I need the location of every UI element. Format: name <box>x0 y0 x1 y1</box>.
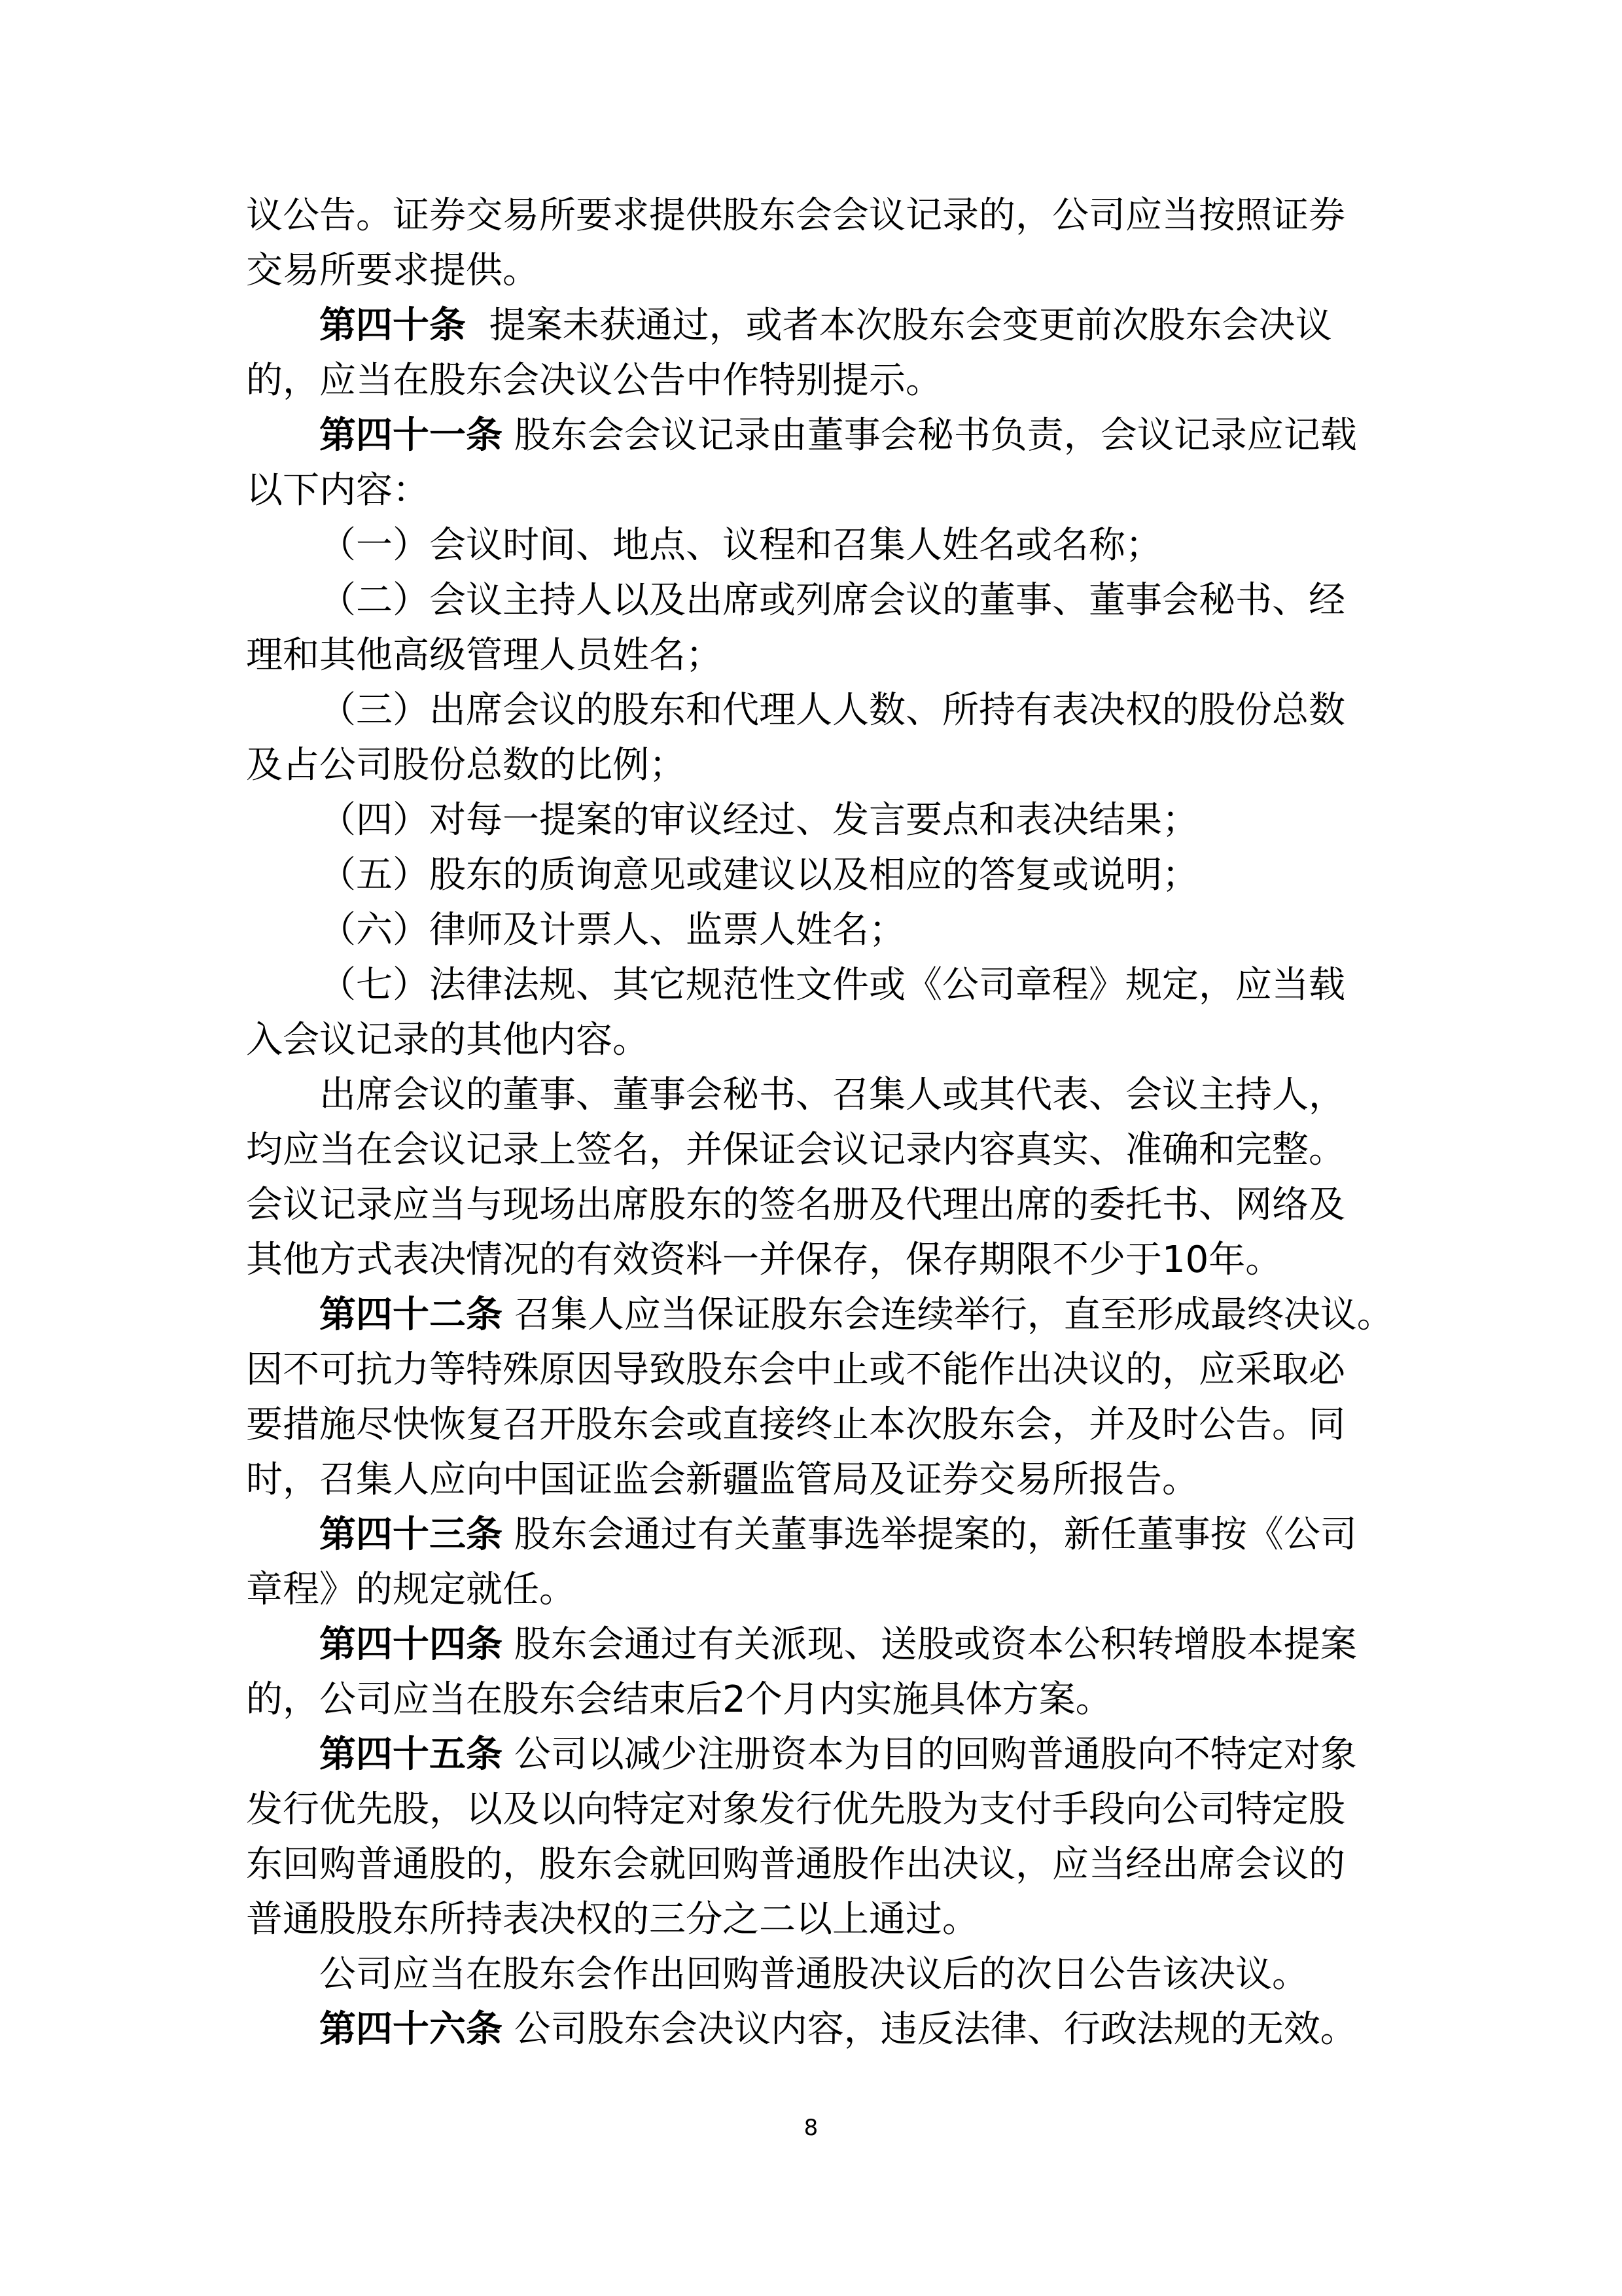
text-line <box>246 188 1398 243</box>
text-line <box>246 848 1398 903</box>
line-text: 均应当在会议记录上签名，并保证会议记录内容真实、准确和完整。 <box>246 1129 1345 1171</box>
text-line <box>246 1947 1398 2002</box>
line-text: 召集人应当保证股东会连续举行，直至形成最终决议。 <box>502 1294 1394 1336</box>
text-line <box>246 243 1398 298</box>
text-line <box>246 958 1398 1013</box>
line-text: 的，应当在股东会决议公告中作特别提示。 <box>246 359 942 402</box>
line-text: 公司应当在股东会作出回购普通股决议后的次日公告该决议。 <box>319 1953 1309 1996</box>
text-line <box>246 1837 1398 1892</box>
line-text: （一）会议时间、地点、议程和召集人姓名或名称； <box>319 524 1162 567</box>
line-text: （七）法律法规、其它规范性文件或《公司章程》规定，应当载 <box>319 964 1345 1006</box>
line-text: 章程》的规定就任。 <box>246 1568 576 1611</box>
line-text: 出席会议的董事、董事会秘书、召集人或其代表、会议主持人， <box>319 1074 1345 1116</box>
line-text: 股东会通过有关派现、送股或资本公积转增股本提案 <box>502 1623 1357 1666</box>
text-line <box>246 1453 1398 1508</box>
line-text: （四）对每一提案的审议经过、发言要点和表决结果； <box>319 799 1199 841</box>
line-text: 提案未获通过，或者本次股东会变更前次股东会决议 <box>466 304 1332 347</box>
text-line <box>246 463 1398 518</box>
text-line <box>246 738 1398 793</box>
line-text: （三）出席会议的股东和代理人人数、所持有表决权的股份总数 <box>319 689 1345 732</box>
article-number: 第四十二条 <box>319 1294 502 1336</box>
line-text: 及占公司股份总数的比例； <box>246 744 686 786</box>
line-text: 入会议记录的其他内容。 <box>246 1019 649 1061</box>
text-line <box>246 1123 1398 1178</box>
line-text: 普通股股东所持表决权的三分之二以上通过。 <box>246 1898 979 1941</box>
line-text: 股东会会议记录由董事会秘书负责，会议记录应记载 <box>502 414 1357 457</box>
document-body <box>246 188 1398 2057</box>
text-line <box>246 1068 1398 1123</box>
page-number: 8 <box>803 2115 819 2141</box>
text-line <box>246 353 1398 408</box>
text-line <box>246 1233 1398 1288</box>
text-line <box>246 1343 1398 1398</box>
article-line <box>246 1288 1398 1343</box>
text-line <box>246 1013 1398 1068</box>
article-line <box>246 408 1398 463</box>
line-text: （六）律师及计票人、监票人姓名； <box>319 909 906 951</box>
line-text: 要措施尽快恢复召开股东会或直接终止本次股东会，并及时公告。同 <box>246 1404 1345 1446</box>
text-line <box>246 903 1398 958</box>
line-text: 会议记录应当与现场出席股东的签名册及代理出席的委托书、网络及 <box>246 1184 1345 1226</box>
text-line <box>246 1672 1398 1727</box>
text-line <box>246 1782 1398 1837</box>
article-number: 第四十五条 <box>319 1733 502 1776</box>
article-number: 第四十四条 <box>319 1623 502 1666</box>
article-number: 第四十条 <box>319 304 466 347</box>
line-text: 的，公司应当在股东会结束后2个月内实施具体方案。 <box>246 1678 1112 1721</box>
line-text: 公司股东会决议内容，违反法律、行政法规的无效。 <box>502 2008 1357 2051</box>
line-text: 以下内容： <box>246 469 429 512</box>
article-number: 第四十六条 <box>319 2008 502 2051</box>
line-text: 股东会通过有关董事选举提案的，新任董事按《公司 <box>502 1513 1357 1556</box>
article-line <box>246 1617 1398 1672</box>
text-line <box>246 1398 1398 1453</box>
text-line <box>246 793 1398 848</box>
line-text: 理和其他高级管理人员姓名； <box>246 634 722 677</box>
line-text: 公司以减少注册资本为目的回购普通股向不特定对象 <box>502 1733 1357 1776</box>
text-line <box>246 518 1398 573</box>
text-line <box>246 1892 1398 1947</box>
text-line <box>246 628 1398 683</box>
line-text: 时，召集人应向中国证监会新疆监管局及证券交易所报告。 <box>246 1458 1199 1501</box>
text-line <box>246 1178 1398 1233</box>
article-number: 第四十一条 <box>319 414 502 457</box>
line-text: （五）股东的质询意见或建议以及相应的答复或说明； <box>319 854 1199 896</box>
line-text: 交易所要求提供。 <box>246 249 539 292</box>
line-text: （二）会议主持人以及出席或列席会议的董事、董事会秘书、经 <box>319 579 1345 622</box>
line-text: 发行优先股，以及以向特定对象发行优先股为支付手段向公司特定股 <box>246 1788 1345 1831</box>
line-text: 其他方式表决情况的有效资料一并保存，保存期限不少于10年。 <box>246 1239 1282 1281</box>
article-line <box>246 298 1398 353</box>
line-text: 东回购普通股的，股东会就回购普通股作出决议，应当经出席会议的 <box>246 1843 1345 1886</box>
article-line <box>246 1727 1398 1782</box>
text-line <box>246 683 1398 738</box>
line-text: 因不可抗力等特殊原因导致股东会中止或不能作出决议的，应采取必 <box>246 1349 1345 1391</box>
text-line <box>246 573 1398 628</box>
line-text: 议公告。证券交易所要求提供股东会会议记录的，公司应当按照证券 <box>246 194 1345 237</box>
text-line <box>246 1563 1398 1617</box>
article-number: 第四十三条 <box>319 1513 502 1556</box>
article-line <box>246 2002 1398 2057</box>
article-line <box>246 1508 1398 1563</box>
